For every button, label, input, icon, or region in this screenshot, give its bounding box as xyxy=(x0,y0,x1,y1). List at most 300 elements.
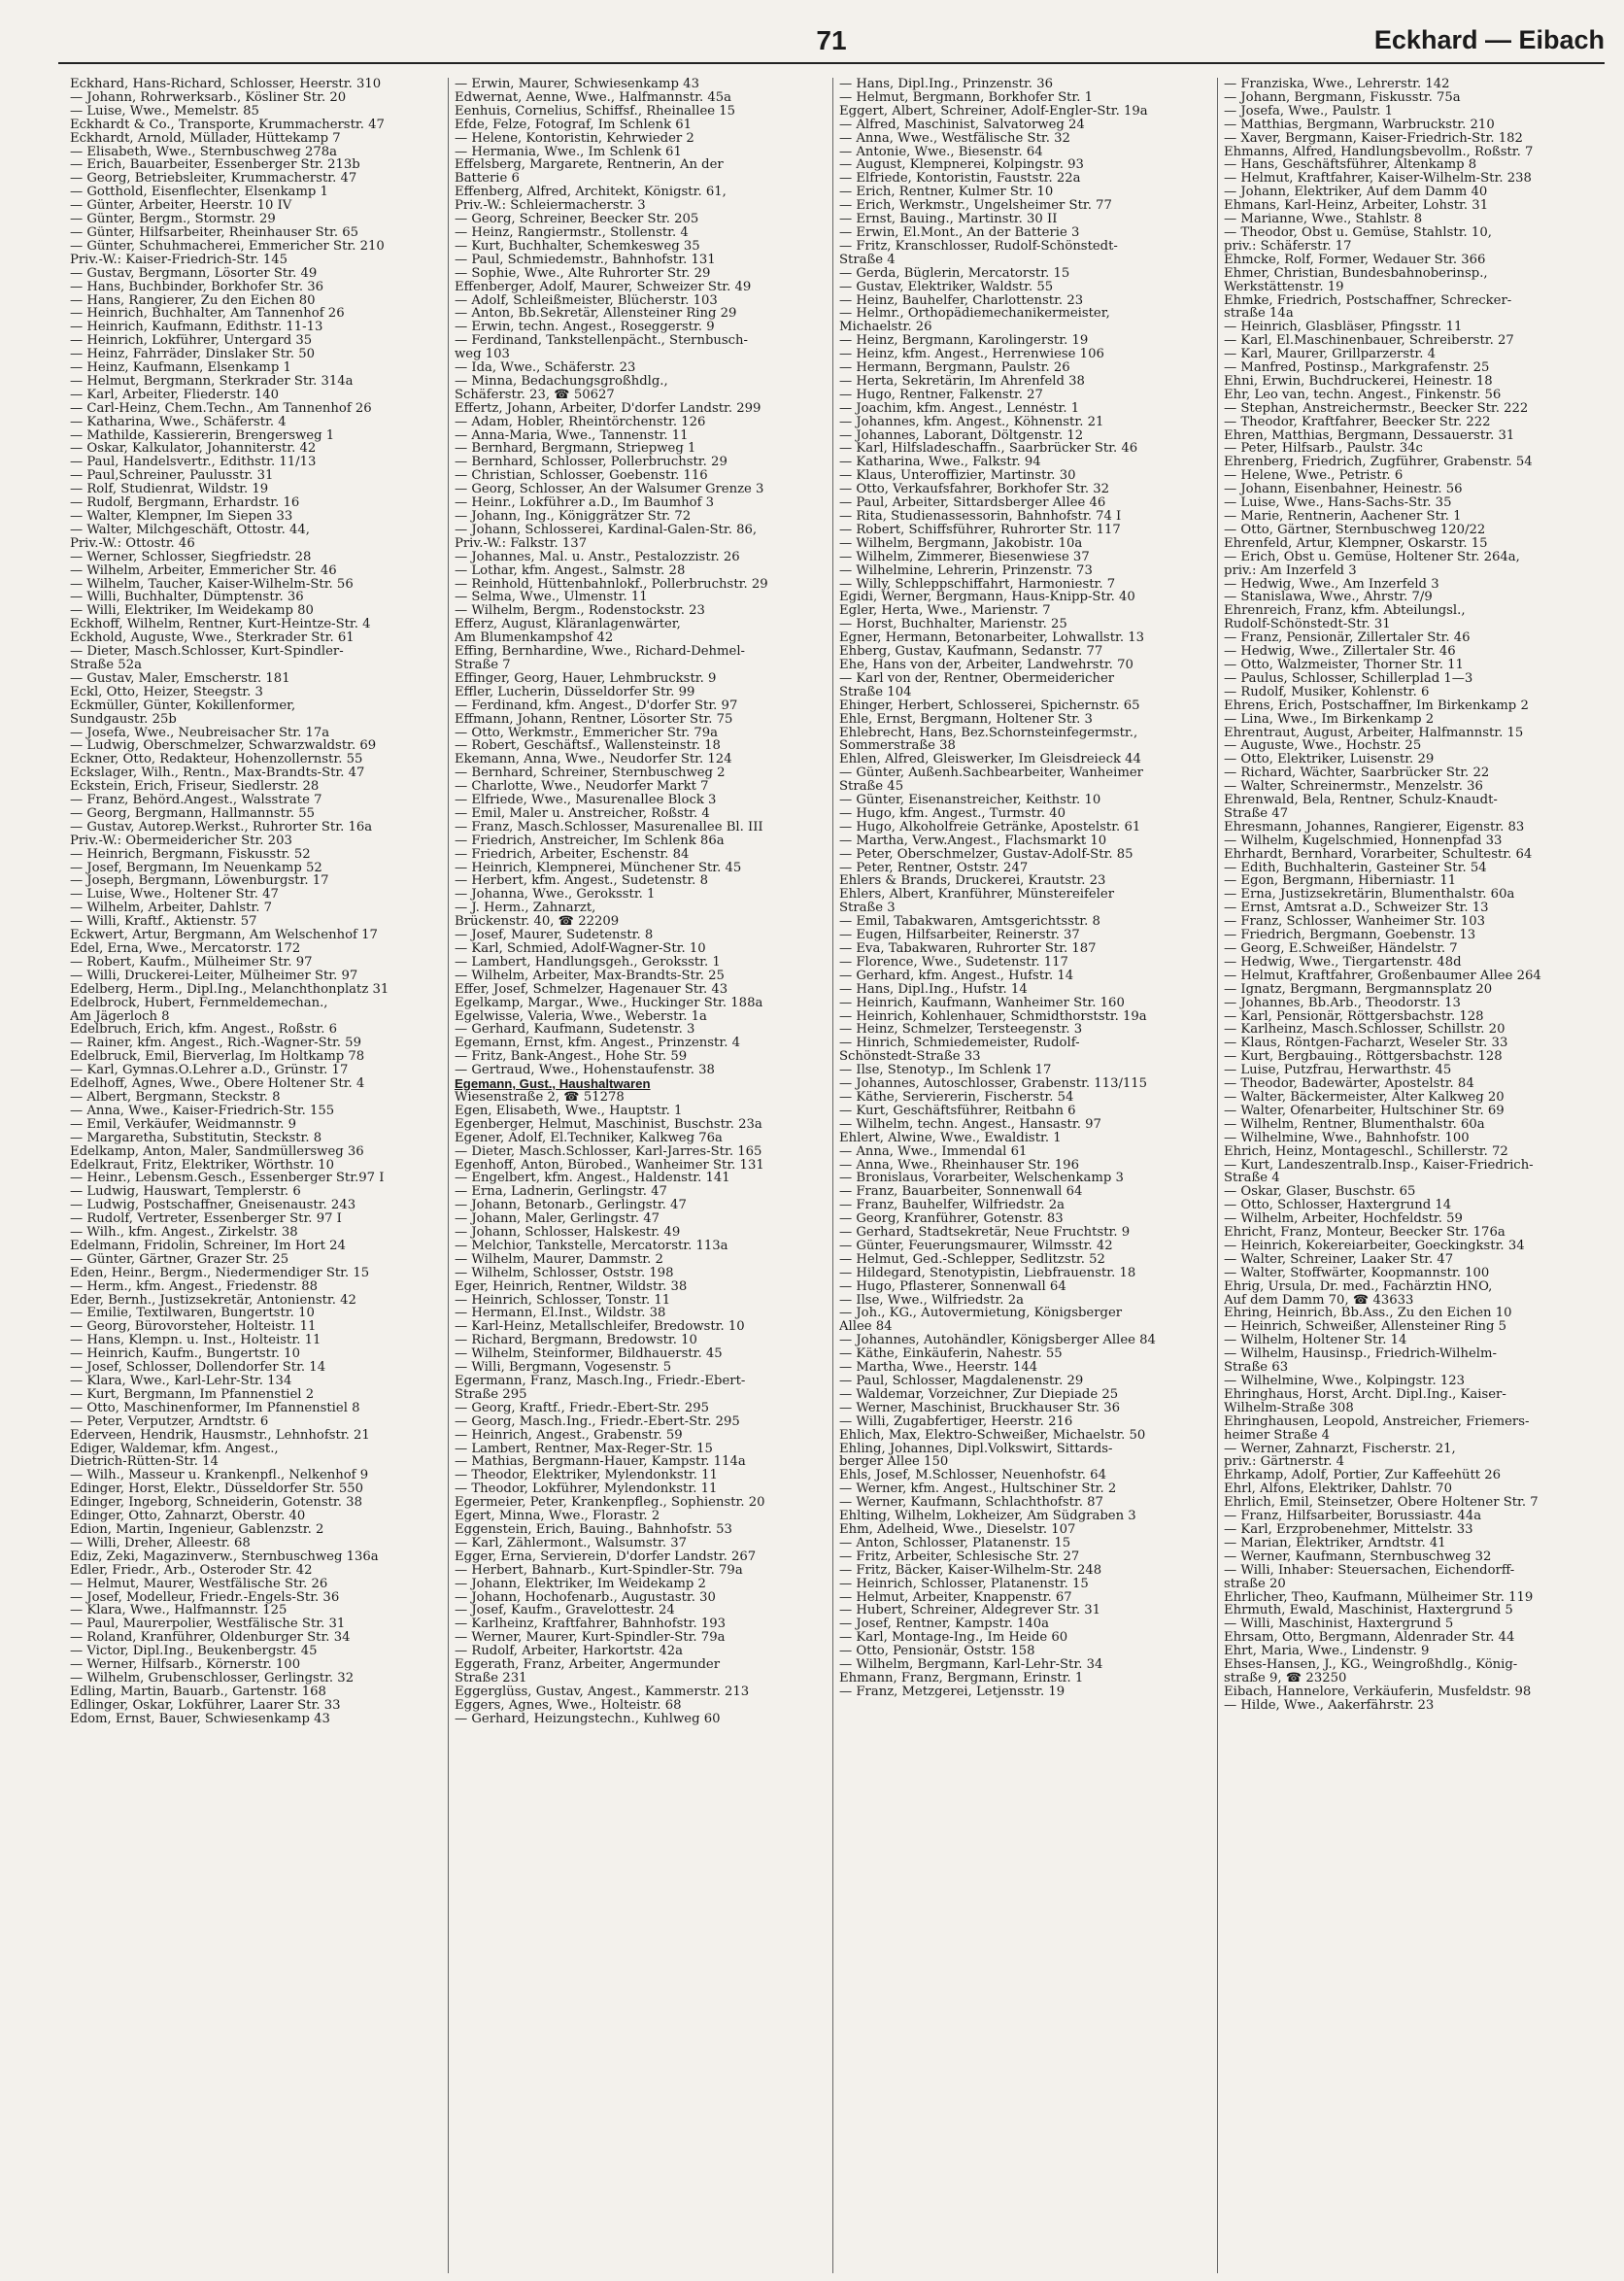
directory-entry: — Heinrich, Klempnerei, Münchener Str. 45 xyxy=(455,861,742,875)
directory-entry: — Minna, Bedachungsgroßhdlg., xyxy=(455,374,668,389)
directory-entry: — Luise, Wwe., Memelstr. 85 xyxy=(70,104,259,119)
directory-entry: — Ilse, Stenotyp., Im Schlenk 17 xyxy=(839,1064,1052,1078)
directory-entry: — Wilhelm, Zimmerer, Biesenwiese 37 xyxy=(839,550,1090,564)
directory-entry: — Wilhelm, Arbeiter, Hochfeldstr. 59 xyxy=(1224,1212,1463,1227)
directory-entry: Edom, Ernst, Bauer, Schwiesenkamp 43 xyxy=(70,1712,330,1726)
directory-entry: — Karl-Heinz, Metallschleifer, Bredowstr. 10 xyxy=(455,1320,745,1335)
directory-entry: Ehm, Adelheid, Wwe., Dieselstr. 107 xyxy=(839,1522,1076,1537)
directory-entry: — Gustav, Elektriker, Waldstr. 55 xyxy=(839,280,1054,294)
directory-entry: Ehlers, Albert, Kranführer, Münstereifeler xyxy=(839,888,1114,902)
directory-entry: — Herbert, Bahnarb., Kurt-Spindler-Str. 79a xyxy=(455,1563,743,1578)
directory-entry: — Werner, Maschinist, Bruckhauser Str. 36 xyxy=(839,1401,1121,1415)
directory-entry: Ehe, Hans von der, Arbeiter, Landwehrstr. 70 xyxy=(839,658,1133,672)
directory-entry: — Elfriede, Wwe., Masurenallee Block 3 xyxy=(455,794,717,807)
directory-entry: Efde, Felze, Fotograf, Im Schlenk 61 xyxy=(455,118,693,132)
directory-entry: — Emil, Maler u. Anstreicher, Roßstr. 4 xyxy=(455,806,710,821)
directory-entry: Edler, Friedr., Arb., Osteroder Str. 42 xyxy=(70,1563,313,1578)
directory-entry: Eger, Heinrich, Rentner, Wildstr. 38 xyxy=(455,1279,688,1294)
directory-entry: — Josef, Rentner, Kampstr. 140a xyxy=(839,1617,1050,1632)
directory-entry: Ehringhausen, Leopold, Anstreicher, Friemers- xyxy=(1224,1414,1530,1429)
directory-entry: — Franz, Behörd.Angest., Walsstrate 7 xyxy=(70,794,322,807)
directory-entry: — Karl, Gymnas.O.Lehrer a.D., Grünstr. 17 xyxy=(70,1064,349,1078)
directory-entry: — Heinrich, Angest., Grabenstr. 59 xyxy=(455,1428,683,1443)
directory-entry: Brückenstr. 40, ☎ 22209 xyxy=(455,915,620,930)
directory-entry: — Adolf, Schleißmeister, Blücherstr. 103 xyxy=(455,293,718,308)
directory-entry: Ehmke, Friedrich, Postschaffner, Schrecker- xyxy=(1224,293,1512,308)
directory-entry: — Fritz, Bäcker, Kaiser-Wilhelm-Str. 248 xyxy=(839,1563,1102,1578)
directory-entry: — Albert, Bergmann, Steckstr. 8 xyxy=(70,1090,281,1105)
directory-entry: — Karl, Erzprobenehmer, Mittelstr. 33 xyxy=(1224,1522,1473,1537)
directory-entry: — Karl von der, Rentner, Obermeidericher xyxy=(839,671,1115,686)
directory-entry: — Heinz, Bergmann, Karolingerstr. 19 xyxy=(839,334,1089,349)
directory-entry: Eden, Heinr., Bergm., Niedermendiger Str. 15 xyxy=(70,1266,370,1280)
directory-entry: — Stanislawa, Wwe., Ahrstr. 7/9 xyxy=(1224,591,1433,605)
directory-entry: Eenhuis, Cornelius, Schiffsf., Rheinallee 15 xyxy=(455,104,736,119)
page-number: 71 xyxy=(816,25,847,55)
directory-entry: — Erwin, techn. Angest., Roseggerstr. 9 xyxy=(455,321,715,335)
directory-entry: Ehlich, Max, Elektro-Schweißer, Michaelstr. 50 xyxy=(839,1428,1146,1443)
directory-entry: — Wilhelm, Arbeiter, Dahlstr. 7 xyxy=(70,902,273,916)
directory-entry: — Luise, Wwe., Hans-Sachs-Str. 35 xyxy=(1224,496,1452,510)
directory-entry: Ehr, Leo van, techn. Angest., Finkenstr. 56 xyxy=(1224,388,1502,402)
directory-entry: — Anna, Wwe., Rheinhauser Str. 196 xyxy=(839,1158,1079,1173)
directory-entry: Egen, Elisabeth, Wwe., Hauptstr. 1 xyxy=(455,1104,683,1118)
directory-entry: — Joh., KG., Autovermietung, Königsberger xyxy=(839,1307,1123,1321)
directory-entry: Ehrsam, Otto, Bergmann, Aldenrader Str. 44 xyxy=(1224,1631,1515,1646)
page-header xyxy=(58,17,1605,64)
directory-entry: — Karl, Hilfsladeschaffn., Saarbrücker Str. 46 xyxy=(839,442,1138,457)
directory-entry: Ehrentraut, August, Arbeiter, Halfmannstr. 15 xyxy=(1224,726,1524,740)
directory-entry: — Wilh., kfm. Angest., Zirkelstr. 38 xyxy=(70,1226,298,1240)
directory-entry: — Helmut, Ged.-Schlepper, Sedlitzstr. 52 xyxy=(839,1252,1105,1267)
directory-entry: — Heinrich, Kohlenhauer, Schmidthorststr. 19a xyxy=(839,1009,1147,1024)
directory-entry: — Erich, Werkmstr., Ungelsheimer Str. 77 xyxy=(839,199,1112,214)
directory-entry: — Willy, Schleppschiffahrt, Harmoniestr. 7 xyxy=(839,577,1116,592)
directory-entry: — Günter, Schuhmacherei, Emmericher Str. 210 xyxy=(70,239,385,254)
directory-entry: Ehlebrecht, Hans, Bez.Schornsteinfegermstr., xyxy=(839,726,1138,740)
directory-entry: Egner, Hermann, Betonarbeiter, Lohwallstr. 13 xyxy=(839,631,1145,646)
directory-entry: — Karl, Arbeiter, Fliederstr. 140 xyxy=(70,388,280,402)
directory-entry: Ederveen, Hendrik, Hausmstr., Lehnhofstr. 21 xyxy=(70,1428,370,1443)
directory-entry: — Wilhelmine, Lehrerin, Prinzenstr. 73 xyxy=(839,563,1093,578)
directory-entry: Ehlting, Wilhelm, Lokheizer, Am Südgraben 3 xyxy=(839,1510,1136,1523)
directory-entry: Eder, Bernh., Justizsekretär, Antonienstr. 42 xyxy=(70,1293,356,1308)
directory-entry: Edwernat, Aenne, Wwe., Halfmannstr. 45a xyxy=(455,90,731,105)
directory-entry: Egelwisse, Valeria, Wwe., Weberstr. 1a xyxy=(455,1009,707,1024)
directory-entry: — Georg, Schlosser, An der Walsumer Grenze 3 xyxy=(455,483,764,497)
directory-entry: — Matthias, Bergmann, Warbruckstr. 210 xyxy=(1224,118,1495,132)
directory-entry: Egemann, Gust., Haushaltwaren xyxy=(455,1077,651,1091)
directory-entry: Eckner, Otto, Redakteur, Hohenzollernstr. 55 xyxy=(70,753,363,767)
directory-entry: Straße 47 xyxy=(1224,806,1289,821)
directory-entry: — Wilhelm, Hausinsp., Friedrich-Wilhelm- xyxy=(1224,1347,1497,1362)
directory-entry: — Franz, Pensionär, Zillertaler Str. 46 xyxy=(1224,631,1471,646)
directory-entry: — Klara, Wwe., Karl-Lehr-Str. 134 xyxy=(70,1375,292,1388)
directory-entry: — Günter, Arbeiter, Heerstr. 10 IV xyxy=(70,199,292,214)
directory-entry: — Heinz, kfm. Angest., Herrenwiese 106 xyxy=(839,348,1104,362)
directory-entry: — Günter, Außenh.Sachbearbeiter, Wanheimer xyxy=(839,766,1143,781)
directory-entry: Ehring, Heinrich, Bb.Ass., Zu den Eichen 10 xyxy=(1224,1307,1512,1321)
directory-entry: Effenberger, Adolf, Maurer, Schweizer Str. 49 xyxy=(455,280,752,294)
directory-entry: Egermann, Franz, Masch.Ing., Friedr.-Ebert- xyxy=(455,1375,746,1388)
directory-entry: — Paulus, Schlosser, Schillerplad 1—3 xyxy=(1224,671,1473,686)
directory-entry: — Hans, Dipl.Ing., Hufstr. 14 xyxy=(839,982,1028,997)
directory-entry: Eckwert, Artur, Bergmann, Am Welschenhof 17 xyxy=(70,929,378,942)
directory-entry: — Eva, Tabakwaren, Ruhrorter Str. 187 xyxy=(839,942,1097,956)
directory-entry: Egert, Minna, Wwe., Florastr. 2 xyxy=(455,1510,660,1523)
directory-entry: Edel, Erna, Wwe., Mercatorstr. 172 xyxy=(70,942,301,956)
directory-entry: Eckslager, Wilh., Rentn., Max-Brandts-Str. 47 xyxy=(70,766,365,781)
directory-entry: Ehrich, Heinz, Montageschl., Schillerstr. 72 xyxy=(1224,1144,1508,1159)
directory-entry: Ehrlich, Emil, Steinsetzer, Obere Holtener Str. 7 xyxy=(1224,1496,1539,1511)
directory-entry: — Walter, Schreinermstr., Menzelstr. 36 xyxy=(1224,780,1483,795)
directory-entry: — Engelbert, kfm. Angest., Haldenstr. 141 xyxy=(455,1172,730,1186)
directory-entry: Wilhelm-Straße 308 xyxy=(1224,1401,1354,1415)
directory-entry: — Marian, Elektriker, Arndtstr. 41 xyxy=(1224,1536,1446,1550)
directory-entry: — Heinrich, Kaufmann, Wanheimer Str. 160 xyxy=(839,996,1125,1010)
directory-entry: Ehle, Ernst, Bergmann, Holtener Str. 3 xyxy=(839,712,1093,727)
directory-entry: — Klara, Wwe., Halfmannstr. 125 xyxy=(70,1604,288,1618)
directory-entry: — Helmut, Bergmann, Borkhofer Str. 1 xyxy=(839,90,1094,105)
directory-entry: straße 20 xyxy=(1224,1577,1286,1591)
directory-entry: — Helmut, Kraftfahrer, Kaiser-Wilhelm-Str. 238 xyxy=(1224,172,1532,187)
directory-entry: — Marianne, Wwe., Stahlstr. 8 xyxy=(1224,213,1423,226)
directory-entry: — Richard, Wächter, Saarbrücker Str. 22 xyxy=(1224,766,1490,781)
directory-entry: Ekemann, Anna, Wwe., Neudorfer Str. 124 xyxy=(455,753,732,767)
directory-entry: — Heinz, Kaufmann, Elsenkamp 1 xyxy=(70,361,291,375)
directory-entry: — Erna, Ladnerin, Gerlingstr. 47 xyxy=(455,1185,667,1200)
directory-entry: Ehren, Matthias, Bergmann, Dessauerstr. 31 xyxy=(1224,428,1515,443)
directory-entry: — Josef, Modelleur, Friedr.-Engels-Str. 36 xyxy=(70,1590,340,1605)
directory-entry: — Heinrich, Kaufmann, Edithstr. 11-13 xyxy=(70,321,323,335)
directory-entry: — Franz, Masch.Schlosser, Masurenallee Bl. III xyxy=(455,820,763,834)
directory-entry: — Walter, Ofenarbeiter, Hultschiner Str. 69 xyxy=(1224,1104,1505,1118)
directory-entry: Ehrmuth, Ewald, Maschinist, Haxtergrund 5 xyxy=(1224,1604,1513,1618)
directory-entry: — Josef, Bergmann, Im Neuenkamp 52 xyxy=(70,861,322,875)
directory-entry: — Werner, Schlosser, Siegfriedstr. 28 xyxy=(70,550,312,564)
directory-entry: — Heinrich, Schlosser, Platanenstr. 15 xyxy=(839,1577,1089,1591)
directory-entry: — Johanna, Wwe., Geroksstr. 1 xyxy=(455,888,656,902)
directory-entry: Ehberg, Gustav, Kaufmann, Sedanstr. 77 xyxy=(839,645,1103,659)
directory-entry: — Luise, Wwe., Holtener Str. 47 xyxy=(70,888,279,902)
directory-entry: — Otto, Maschinenformer, Im Pfannenstiel 8 xyxy=(70,1401,360,1415)
directory-entry: Eggenstein, Erich, Bauing., Bahnhofstr. 53 xyxy=(455,1522,732,1537)
directory-entry: — Hedwig, Wwe., Zillertaler Str. 46 xyxy=(1224,645,1456,659)
directory-entry: Ehni, Erwin, Buchdruckerei, Heinestr. 18 xyxy=(1224,374,1493,389)
directory-entry: Am Blumenkampshof 42 xyxy=(455,631,614,646)
directory-entry: — Johannes, Autohändler, Königsberger Allee 84 xyxy=(839,1334,1156,1348)
directory-entry: — Manfred, Postinsp., Markgrafenstr. 25 xyxy=(1224,361,1490,375)
directory-entry: — Ida, Wwe., Schäferstr. 23 xyxy=(455,361,636,375)
directory-entry: — Fritz, Kranschlosser, Rudolf-Schönstedt- xyxy=(839,239,1118,254)
directory-entry: — Peter, Rentner, Oststr. 247 xyxy=(839,861,1029,875)
directory-entry: — Johann, Rohrwerksarb., Kösliner Str. 20 xyxy=(70,90,347,105)
directory-entry: Edelbruck, Emil, Bierverlag, Im Holtkamp 78 xyxy=(70,1050,365,1065)
directory-column-2 xyxy=(449,78,833,2273)
directory-entry: — Johann, Elektriker, Auf dem Damm 40 xyxy=(1224,186,1488,200)
directory-entry: Effinger, Georg, Hauer, Lehmbruckstr. 9 xyxy=(455,671,717,686)
directory-entry: — Hermann, Bergmann, Paulstr. 26 xyxy=(839,361,1070,375)
directory-entry: Egener, Adolf, El.Techniker, Kalkweg 76a xyxy=(455,1131,723,1145)
directory-entry: — Rudolf, Vertreter, Essenberger Str. 97 I xyxy=(70,1212,342,1227)
directory-entry: — Franz, Hilfsarbeiter, Borussiastr. 44a xyxy=(1224,1510,1482,1523)
directory-entry: — Willi, Bergmann, Vogesenstr. 5 xyxy=(455,1361,672,1375)
directory-entry: — Paul, Maurerpolier, Westfälische Str. 31 xyxy=(70,1617,346,1632)
directory-columns xyxy=(64,78,1605,2273)
directory-entry: — Helmut, Kraftfahrer, Großenbaumer Allee 264 xyxy=(1224,969,1541,983)
directory-entry: Eckstein, Erich, Friseur, Siedlerstr. 28 xyxy=(70,780,320,795)
running-head: Eckhard — Eibach xyxy=(1373,25,1605,54)
directory-entry: — Walter, Stoffwärter, Koopmannstr. 100 xyxy=(1224,1266,1490,1280)
directory-entry: — Willi, Druckerei-Leiter, Mülheimer Str. 97 xyxy=(70,969,358,983)
directory-entry: — Ferdinand, Tankstellenpächt., Sternbusch- xyxy=(455,334,749,349)
directory-entry: — Hildegard, Stenotypistin, Liebfrauenstr. 18 xyxy=(839,1266,1136,1280)
directory-entry: — Johannes, Bb.Arb., Theodorstr. 13 xyxy=(1224,996,1461,1010)
directory-entry: — Hermania, Wwe., Im Schlenk 61 xyxy=(455,145,682,159)
directory-entry: — Willi, Maschinist, Haxtergrund 5 xyxy=(1224,1617,1454,1632)
directory-entry: — Bernhard, Bergmann, Striepweg 1 xyxy=(455,442,696,457)
directory-entry: — Theodor, Badewärter, Apostelstr. 84 xyxy=(1224,1077,1474,1091)
directory-entry: Straße 231 xyxy=(455,1671,527,1685)
directory-entry: — Erich, Rentner, Kulmer Str. 10 xyxy=(839,186,1054,200)
directory-entry: Am Jägerloch 8 xyxy=(70,1009,170,1024)
directory-entry: Ehmann, Franz, Bergmann, Erinstr. 1 xyxy=(839,1671,1084,1685)
directory-entry: Edelmann, Fridolin, Schreiner, Im Hort 24 xyxy=(70,1239,346,1253)
directory-entry: Ehinger, Herbert, Schlosserei, Spichernstr. 65 xyxy=(839,698,1140,713)
directory-entry: Ehlert, Alwine, Wwe., Ewaldistr. 1 xyxy=(839,1131,1062,1145)
directory-entry: — Herbert, kfm. Angest., Sudetenstr. 8 xyxy=(455,874,708,889)
directory-entry: berger Allee 150 xyxy=(839,1455,949,1470)
directory-entry: — Johann, Hochofenarb., Augustastr. 30 xyxy=(455,1590,716,1605)
directory-entry: Ehlers & Brands, Druckerei, Krautstr. 23 xyxy=(839,874,1106,889)
directory-entry: — Florence, Wwe., Sudetenstr. 117 xyxy=(839,955,1068,970)
directory-entry: — Günter, Feuerungsmaurer, Wilmsstr. 42 xyxy=(839,1239,1113,1253)
directory-entry: — Robert, Schiffsführer, Ruhrorter Str. 117 xyxy=(839,523,1121,537)
directory-entry: — Heinrich, Bergmann, Fiskusstr. 52 xyxy=(70,847,311,862)
directory-entry: Priv.-W.: Falkstr. 137 xyxy=(455,536,588,551)
directory-entry: — Johann, Bergmann, Fiskusstr. 75a xyxy=(1224,90,1461,105)
directory-entry: — Helmr., Orthopädiemechanikermeister, xyxy=(839,307,1110,322)
directory-entry: straße 14a xyxy=(1224,307,1294,322)
directory-entry: — Heinrich, Schweißer, Allensteiner Ring 5 xyxy=(1224,1320,1507,1335)
directory-entry: — Wilhelm, Holtener Str. 14 xyxy=(1224,1334,1407,1348)
directory-entry: — Willi, Buchhalter, Dümptenstr. 36 xyxy=(70,591,304,605)
directory-entry: — Günter, Eisenanstreicher, Keithstr. 10 xyxy=(839,794,1101,807)
directory-entry: — Bernhard, Schlosser, Pollerbruchstr. 29 xyxy=(455,456,727,470)
directory-entry: — Lambert, Handlungsgeh., Geroksstr. 1 xyxy=(455,955,721,970)
directory-entry: Wiesenstraße 2, ☎ 51278 xyxy=(455,1090,625,1105)
directory-entry: — Heinrich, Schlosser, Tonstr. 11 xyxy=(455,1293,671,1308)
directory-entry: — Hans, Buchbinder, Borkhofer Str. 36 xyxy=(70,280,323,294)
directory-entry: — Johannes, Autoschlosser, Grabenstr. 113/115 xyxy=(839,1077,1148,1091)
directory-entry: — Wilhelm, techn. Angest., Hansastr. 97 xyxy=(839,1117,1101,1132)
directory-entry: — Josefa, Wwe., Paulstr. 1 xyxy=(1224,104,1394,119)
directory-entry: — Wilhelm, Taucher, Kaiser-Wilhelm-Str. 56 xyxy=(70,577,354,592)
directory-entry: — Erich, Bauarbeiter, Essenberger Str. 213b xyxy=(70,158,360,173)
directory-entry: — Mathias, Bergmann-Hauer, Kampstr. 114a xyxy=(455,1455,746,1470)
directory-entry: — Wilhelm, Bergmann, Karl-Lehr-Str. 34 xyxy=(839,1658,1103,1672)
directory-entry: Egemann, Ernst, kfm. Angest., Prinzenstr. 4 xyxy=(455,1037,740,1051)
directory-entry: — Rudolf, Bergmann, Erhardstr. 16 xyxy=(70,496,300,510)
directory-entry: Ehricht, Franz, Monteur, Beecker Str. 176a xyxy=(1224,1226,1506,1240)
directory-entry: — Carl-Heinz, Chem.Techn., Am Tannenhof 26 xyxy=(70,401,372,416)
directory-column-4 xyxy=(1218,78,1603,2273)
directory-entry: — Klaus, Röntgen-Facharzt, Weseler Str. 33 xyxy=(1224,1037,1508,1051)
directory-entry: — Dieter, Masch.Schlosser, Kurt-Spindler- xyxy=(70,645,344,659)
directory-entry: — Heinr., Lebensm.Gesch., Essenberger Str.97 I xyxy=(70,1172,385,1186)
directory-entry: Ehmer, Christian, Bundesbahnoberinsp., xyxy=(1224,266,1488,281)
directory-entry: — Heinrich, Lokführer, Untergard 35 xyxy=(70,334,313,349)
directory-entry: — Otto, Werkmstr., Emmericher Str. 79a xyxy=(455,726,719,740)
directory-entry: Straße 4 xyxy=(839,253,896,267)
directory-entry: — Katharina, Wwe., Falkstr. 94 xyxy=(839,456,1041,470)
directory-entry: — Johann, Eisenbahner, Heinestr. 56 xyxy=(1224,483,1463,497)
directory-entry: Ehrig, Ursula, Dr. med., Fachärztin HNO, xyxy=(1224,1279,1493,1294)
directory-entry: — Oskar, Kalkulator, Johanniterstr. 42 xyxy=(70,442,317,457)
directory-entry: — Karl, Montage-Ing., Im Heide 60 xyxy=(839,1631,1068,1646)
directory-entry: Eggerath, Franz, Arbeiter, Angermunder xyxy=(455,1658,721,1672)
directory-entry: — Karl, Pensionär, Röttgersbachstr. 128 xyxy=(1224,1009,1484,1024)
directory-entry: heimer Straße 4 xyxy=(1224,1428,1331,1443)
directory-entry: — Wilhelm, Bergm., Rodenstockstr. 23 xyxy=(455,604,705,619)
directory-entry: — Gertraud, Wwe., Hohenstaufenstr. 38 xyxy=(455,1064,715,1078)
directory-entry: — Hans, Rangierer, Zu den Eichen 80 xyxy=(70,293,316,308)
directory-entry: — Karl, El.Maschinenbauer, Schreiberstr. 27 xyxy=(1224,334,1514,349)
directory-entry: — Alfred, Maschinist, Salvatorweg 24 xyxy=(839,118,1085,132)
directory-entry: — Mathilde, Kassiererin, Brengersweg 1 xyxy=(70,428,335,443)
directory-entry: Ehringhaus, Horst, Archt. Dipl.Ing., Kaiser- xyxy=(1224,1387,1506,1402)
directory-entry: Egler, Herta, Wwe., Marienstr. 7 xyxy=(839,604,1051,619)
directory-entry: — Theodor, Kraftfahrer, Beecker Str. 222 xyxy=(1224,415,1491,429)
directory-entry: priv.: Schäferstr. 17 xyxy=(1224,239,1352,254)
directory-entry: — Sophie, Wwe., Alte Ruhrorter Str. 29 xyxy=(455,266,711,281)
directory-entry: — Helmut, Bergmann, Sterkrader Str. 314a xyxy=(70,374,354,389)
directory-entry: — Waldemar, Vorzeichner, Zur Diepiade 25 xyxy=(839,1387,1119,1402)
directory-entry: priv.: Am Inzerfeld 3 xyxy=(1224,563,1357,578)
directory-entry: Ehrenfeld, Artur, Klempner, Oskarstr. 15 xyxy=(1224,536,1488,551)
directory-entry: Ehses-Hansen, J., KG., Weingroßhdlg., König- xyxy=(1224,1658,1518,1672)
directory-entry: — Heinz, Schmelzer, Tersteegenstr. 3 xyxy=(839,1023,1083,1038)
directory-entry: — Hugo, kfm. Angest., Turmstr. 40 xyxy=(839,806,1066,821)
directory-entry: — Johann, Elektriker, Im Weidekamp 2 xyxy=(455,1577,706,1591)
directory-entry: Egenberger, Helmut, Maschinist, Buschstr. 23a xyxy=(455,1117,762,1132)
directory-entry: — Xaver, Bergmann, Kaiser-Friedrich-Str. 182 xyxy=(1224,131,1523,146)
directory-entry: — Gotthold, Eisenflechter, Elsenkamp 1 xyxy=(70,186,328,200)
directory-entry: Edelhoff, Agnes, Wwe., Obere Holtener Str. 4 xyxy=(70,1077,365,1091)
directory-entry: — Peter, Hilfsarb., Paulstr. 34c xyxy=(1224,442,1423,457)
directory-entry: Effing, Bernhardine, Wwe., Richard-Dehmel- xyxy=(455,645,745,659)
directory-entry: Ehresmann, Johannes, Rangierer, Eigenstr. 83 xyxy=(1224,820,1525,834)
directory-entry: — J. Herm., Zahnarzt, xyxy=(455,902,596,916)
directory-entry: — Otto, Pensionär, Oststr. 158 xyxy=(839,1645,1035,1659)
directory-entry: — Peter, Oberschmelzer, Gustav-Adolf-Str. 85 xyxy=(839,847,1133,862)
directory-entry: — Herm., kfm. Angest., Friedenstr. 88 xyxy=(70,1279,319,1294)
directory-entry: Batterie 6 xyxy=(455,172,520,187)
directory-entry: — Gerhard, kfm. Angest., Hufstr. 14 xyxy=(839,969,1074,983)
directory-entry: Sommerstraße 38 xyxy=(839,739,956,754)
directory-entry: Edinger, Otto, Zahnarzt, Oberstr. 40 xyxy=(70,1510,306,1523)
directory-entry: — Werner, Kaufmann, Sternbuschweg 32 xyxy=(1224,1549,1492,1564)
directory-entry: — Helene, Wwe., Petristr. 6 xyxy=(1224,469,1404,484)
directory-entry: — Martha, Wwe., Heerstr. 144 xyxy=(839,1361,1038,1375)
directory-entry: Michaelstr. 26 xyxy=(839,321,932,335)
directory-entry: — Georg, Betriebsleiter, Krummacherstr. 47 xyxy=(70,172,357,187)
directory-entry: — Friedrich, Arbeiter, Eschenstr. 84 xyxy=(455,847,690,862)
directory-entry: Effer, Josef, Schmelzer, Hagenauer Str. 43 xyxy=(455,982,728,997)
directory-entry: — Otto, Schlosser, Haxtergrund 14 xyxy=(1224,1199,1452,1213)
directory-entry: — Bernhard, Schreiner, Sternbuschweg 2 xyxy=(455,766,726,781)
directory-entry: — Heinrich, Buchhalter, Am Tannenhof 26 xyxy=(70,307,345,322)
directory-entry: — Paul, Schlosser, Magdalenenstr. 29 xyxy=(839,1375,1084,1388)
directory-entry: — Auguste, Wwe., Hochstr. 25 xyxy=(1224,739,1422,754)
directory-entry: — August, Klempnerei, Kolpingstr. 93 xyxy=(839,158,1084,173)
directory-entry: — Ernst, Bauing., Martinstr. 30 II xyxy=(839,213,1058,226)
directory-entry: — Erwin, El.Mont., An der Batterie 3 xyxy=(839,225,1080,240)
directory-entry: — Otto, Elektriker, Luisenstr. 29 xyxy=(1224,753,1435,767)
directory-entry: — Johann, Schlosser, Halskestr. 49 xyxy=(455,1226,681,1240)
directory-entry: — Hans, Dipl.Ing., Prinzenstr. 36 xyxy=(839,78,1053,91)
directory-entry: — Eugen, Hilfsarbeiter, Reinerstr. 37 xyxy=(839,929,1080,942)
directory-entry: Schönstedt-Straße 33 xyxy=(839,1050,981,1065)
directory-entry: — Karlheinz, Kraftfahrer, Bahnhofstr. 193 xyxy=(455,1617,727,1632)
directory-entry: Ehrkamp, Adolf, Portier, Zur Kaffeehütt 26 xyxy=(1224,1469,1502,1483)
directory-entry: — Hugo, Alkoholfreie Getränke, Apostelstr. 61 xyxy=(839,820,1141,834)
directory-entry: — Margaretha, Substitutin, Steckstr. 8 xyxy=(70,1131,322,1145)
directory-entry: Ehls, Josef, M.Schlosser, Neuenhofstr. 64 xyxy=(839,1469,1106,1483)
directory-entry: — Gustav, Autorep.Werkst., Ruhrorter Str. 16a xyxy=(70,820,373,834)
directory-entry: — Egon, Bergmann, Hiberniastr. 11 xyxy=(1224,874,1457,889)
directory-entry: — Walter, Bäckermeister, Alter Kalkweg 20 xyxy=(1224,1090,1505,1105)
directory-entry: Straße 45 xyxy=(839,780,904,795)
directory-entry: — Franz, Bauhelfer, Wilfriedstr. 2a xyxy=(839,1199,1065,1213)
directory-entry: — Anna, Wwe., Immendal 61 xyxy=(839,1144,1028,1159)
directory-entry: — Theodor, Obst u. Gemüse, Stahlstr. 10, xyxy=(1224,225,1492,240)
directory-entry: — Bronislaus, Vorarbeiter, Welschenkamp 3 xyxy=(839,1172,1124,1186)
directory-entry: — Charlotte, Wwe., Neudorfer Markt 7 xyxy=(455,780,709,795)
directory-entry: — Josefa, Wwe., Neubreisacher Str. 17a xyxy=(70,726,330,740)
directory-entry: — Robert, Kaufm., Mülheimer Str. 97 xyxy=(70,955,313,970)
directory-entry: — Paul,Schreiner, Paulusstr. 31 xyxy=(70,469,274,484)
directory-entry: — Marie, Rentnerin, Aachener Str. 1 xyxy=(1224,510,1462,524)
directory-entry: — Käthe, Serviererin, Fischerstr. 54 xyxy=(839,1090,1074,1105)
directory-entry: — Hugo, Rentner, Falkenstr. 27 xyxy=(839,388,1043,402)
directory-entry: — Josef, Kaufm., Gravelottestr. 24 xyxy=(455,1604,675,1618)
directory-entry: — Günter, Gärtner, Grazer Str. 25 xyxy=(70,1252,289,1267)
directory-entry: — Johann, Schlosserei, Kardinal-Galen-Str. 86, xyxy=(455,523,758,537)
directory-entry: Edelbruch, Erich, kfm. Angest., Roßstr. 6 xyxy=(70,1023,338,1038)
directory-entry: — Werner, Kaufmann, Schlachthofstr. 87 xyxy=(839,1496,1103,1511)
directory-entry: — Anna, Wwe., Kaiser-Friedrich-Str. 155 xyxy=(70,1104,335,1118)
directory-entry: — Walter, Schreiner, Laaker Str. 47 xyxy=(1224,1252,1454,1267)
directory-entry: — Willi, Dreher, Alleestr. 68 xyxy=(70,1536,251,1550)
directory-entry: Edelbrock, Hubert, Fernmeldemechan., xyxy=(70,996,328,1010)
directory-entry: — Johannes, kfm. Angest., Köhnenstr. 21 xyxy=(839,415,1104,429)
directory-entry: Ehmans, Karl-Heinz, Arbeiter, Lohstr. 31 xyxy=(1224,199,1489,214)
directory-entry: — Emil, Tabakwaren, Amtsgerichtsstr. 8 xyxy=(839,915,1100,930)
directory-entry: Straße 63 xyxy=(1224,1361,1289,1375)
directory-entry: — Karl, Schmied, Adolf-Wagner-Str. 10 xyxy=(455,942,706,956)
directory-entry: — Anton, Schlosser, Platanenstr. 15 xyxy=(839,1536,1071,1550)
directory-entry: — Rudolf, Arbeiter, Harkortstr. 42a xyxy=(455,1645,683,1659)
directory-entry: — Selma, Wwe., Ulmenstr. 11 xyxy=(455,591,648,605)
directory-entry: — Paul, Arbeiter, Sittardsberger Allee 46 xyxy=(839,496,1106,510)
directory-entry: — Theodor, Elektriker, Mylendonkstr. 11 xyxy=(455,1469,718,1483)
directory-entry: — Gustav, Bergmann, Lösorter Str. 49 xyxy=(70,266,318,281)
directory-entry: — Christian, Schlosser, Goebenstr. 116 xyxy=(455,469,708,484)
directory-entry: — Günter, Bergm., Stormstr. 29 xyxy=(70,213,276,226)
directory-entry: — Willi, Zugabfertiger, Heerstr. 216 xyxy=(839,1414,1073,1429)
directory-entry: — Franz, Bauarbeiter, Sonnenwall 64 xyxy=(839,1185,1083,1200)
